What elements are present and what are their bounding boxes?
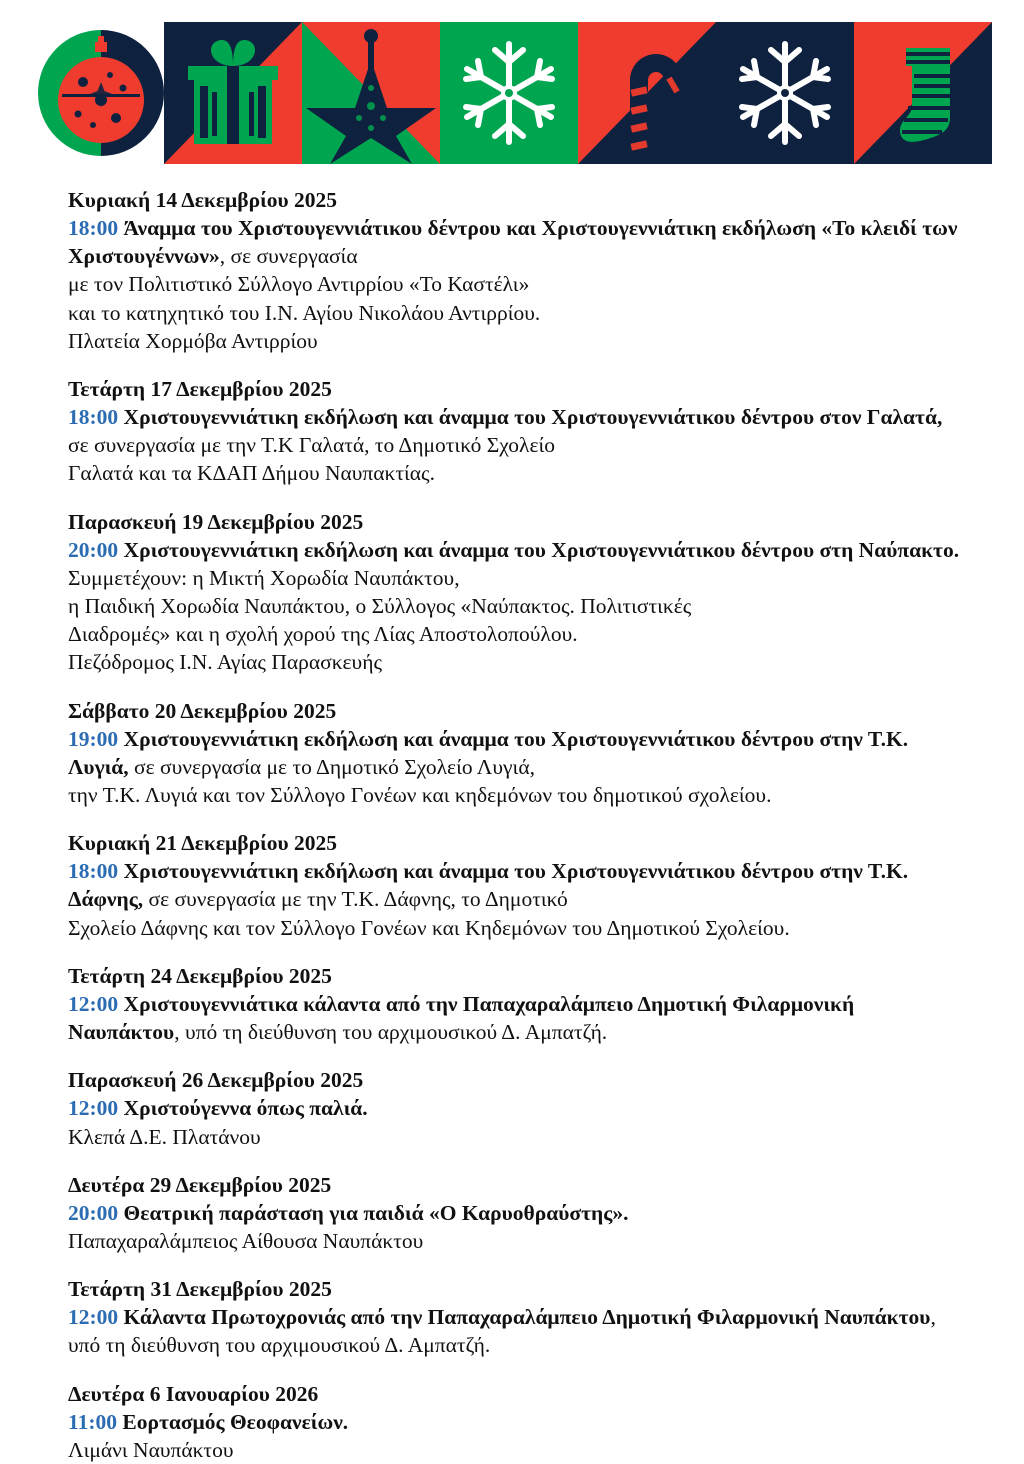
event-time: 19:00 xyxy=(68,726,119,751)
event-entry xyxy=(68,186,968,355)
event-entry xyxy=(68,1380,968,1464)
event-title-continuation: σε συνεργασία με την Τ.Κ Γαλατά, το Δημοτικό Σχολείο xyxy=(68,433,556,458)
gift-box-icon xyxy=(164,22,302,164)
event-detail-line: και το κατηχητικό του Ι.Ν. Αγίου Νικολάου Αντιρρίου. xyxy=(68,300,541,325)
snowflake-icon xyxy=(440,22,578,164)
christmas-ball-icon xyxy=(38,22,164,164)
event-entry xyxy=(68,508,968,677)
event-date: Τετάρτη 31 Δεκεμβρίου 2025 xyxy=(68,1277,332,1302)
event-time: 18:00 xyxy=(68,216,119,241)
event-title: Χριστουγεννιάτικη εκδήλωση και άναμμα του Χριστουγεννιάτικου δέντρου στον Γαλατά, xyxy=(123,405,943,430)
event-headline xyxy=(68,1303,968,1359)
event-venue: Λιμάνι Ναυπάκτου xyxy=(68,1437,234,1462)
event-detail-line: με τον Πολιτιστικό Σύλλογο Αντιρρίου «Το Καστέλι» xyxy=(68,272,530,297)
event-date: Δευτέρα 6 Ιανουαρίου 2026 xyxy=(68,1381,319,1406)
event-title-continuation: , υπό τη διεύθυνση του αρχιμουσικού Δ. Αμπατζή. xyxy=(68,1305,936,1358)
event-date: Παρασκευή 19 Δεκεμβρίου 2025 xyxy=(68,509,364,534)
event-title: Χριστουγεννιάτικη εκδήλωση και άναμμα του Χριστουγεννιάτικου δέντρου στη Ναύπακτο. xyxy=(123,537,960,562)
event-entry xyxy=(68,1066,968,1150)
event-time: 18:00 xyxy=(68,859,119,884)
event-entry xyxy=(68,829,968,942)
event-title: Χριστουγεννιάτικη εκδήλωση και άναμμα του Χριστουγεννιάτικου δέντρου στην Τ.Κ. Λυγιά, xyxy=(68,726,909,779)
event-date: Κυριακή 21 Δεκεμβρίου 2025 xyxy=(68,831,338,856)
event-entry xyxy=(68,697,968,810)
event-time: 12:00 xyxy=(68,1305,119,1330)
event-headline xyxy=(68,1408,968,1436)
event-headline xyxy=(68,1094,968,1122)
event-date: Δευτέρα 29 Δεκεμβρίου 2025 xyxy=(68,1172,332,1197)
event-entry xyxy=(68,1171,968,1255)
event-detail-line: η Παιδική Χορωδία Ναυπάκτου, ο Σύλλογος «Ναύπακτος. Πολιτιστικές xyxy=(68,594,692,619)
event-date: Τετάρτη 24 Δεκεμβρίου 2025 xyxy=(68,963,332,988)
event-time: 18:00 xyxy=(68,405,119,430)
event-detail-line: Διαδρομές» και η σχολή χορού της Λίας Αποστολοπούλου. xyxy=(68,622,578,647)
candy-cane-icon xyxy=(578,22,716,164)
event-headline xyxy=(68,214,968,270)
event-venue: Παπαχαραλάμπειος Αίθουσα Ναυπάκτου xyxy=(68,1229,424,1253)
event-time: 20:00 xyxy=(68,1200,119,1225)
event-venue: Κλεπά Δ.Ε. Πλατάνου xyxy=(68,1124,261,1149)
event-title: Θεατρική παράσταση για παιδιά «Ο Καρυοθραύστης». xyxy=(123,1200,629,1225)
event-venue: Πεζόδρομος Ι.Ν. Αγίας Παρασκευής xyxy=(68,650,382,675)
event-title-continuation: σε συνεργασία με το Δημοτικό Σχολείο Λυγιά, xyxy=(128,754,535,779)
star-icon xyxy=(302,22,440,164)
event-headline xyxy=(68,990,968,1046)
event-title: Χριστουγεννιάτικη εκδήλωση και άναμμα του Χριστουγεννιάτικου δέντρου στην Τ.Κ. Δάφνης, xyxy=(68,859,909,912)
event-date: Σάββατο 20 Δεκεμβρίου 2025 xyxy=(68,698,337,723)
event-date: Κυριακή 14 Δεκεμβρίου 2025 xyxy=(68,188,338,212)
event-entry xyxy=(68,375,968,488)
event-date: Τετάρτη 17 Δεκεμβρίου 2025 xyxy=(68,376,332,401)
event-title: Άναμμα του Χριστουγεννιάτικου δέντρου και Χριστουγεννιάτικη εκδήλωση «Το κλειδί των Χριστουγέννων» xyxy=(68,216,958,269)
event-time: 12:00 xyxy=(68,1096,119,1121)
event-time: 12:00 xyxy=(68,991,119,1016)
event-headline xyxy=(68,857,968,913)
event-detail-line: την Τ.Κ. Λυγιά και τον Σύλλογο Γονέων και κηδεμόνων του δημοτικού σχολείου. xyxy=(68,782,772,807)
event-date: Παρασκευή 26 Δεκεμβρίου 2025 xyxy=(68,1068,364,1093)
event-title: Εορτασμός Θεοφανείων. xyxy=(122,1409,349,1434)
event-detail-line: Γαλατά και τα ΚΔΑΠ Δήμου Ναυπακτίας. xyxy=(68,461,435,486)
event-headline xyxy=(68,403,968,459)
event-headline xyxy=(68,725,968,781)
event-title: Χριστουγεννιάτικα κάλαντα από την Παπαχαραλάμπειο Δημοτική Φιλαρμονική Ναυπάκτου xyxy=(68,991,855,1045)
event-time: 11:00 xyxy=(68,1409,117,1434)
event-detail-line: Σχολείο Δάφνης και τον Σύλλογο Γονέων και Κηδεμόνων του Δημοτικού Σχολείου. xyxy=(68,915,790,940)
event-headline xyxy=(68,536,968,592)
event-title: Χριστούγεννα όπως παλιά. xyxy=(123,1096,368,1121)
event-title: Κάλαντα Πρωτοχρονιάς από την Παπαχαραλάμπειο Δημοτική Φιλαρμονική Ναυπάκτου xyxy=(123,1305,931,1330)
event-title-continuation: , υπό τη διεύθυνση του αρχιμουσικού Δ. Αμπατζή. xyxy=(174,1020,608,1045)
event-title-continuation: , σε συνεργασία xyxy=(219,244,358,269)
event-entry xyxy=(68,962,968,1046)
event-title-continuation: Συμμετέχουν: η Μικτή Χορωδία Ναυπάκτου, xyxy=(68,565,460,590)
snowflake-icon xyxy=(716,22,854,164)
event-entry xyxy=(68,1275,968,1359)
christmas-stocking-icon xyxy=(854,22,992,164)
event-headline xyxy=(68,1199,968,1227)
event-title-continuation: σε συνεργασία με την Τ.Κ. Δάφνης, το Δημοτικό xyxy=(143,887,568,912)
events-list xyxy=(68,186,968,1464)
event-time: 20:00 xyxy=(68,537,119,562)
event-venue: Πλατεία Χορμόβα Αντιρρίου xyxy=(68,328,318,353)
decorative-header-banner xyxy=(38,22,1000,164)
